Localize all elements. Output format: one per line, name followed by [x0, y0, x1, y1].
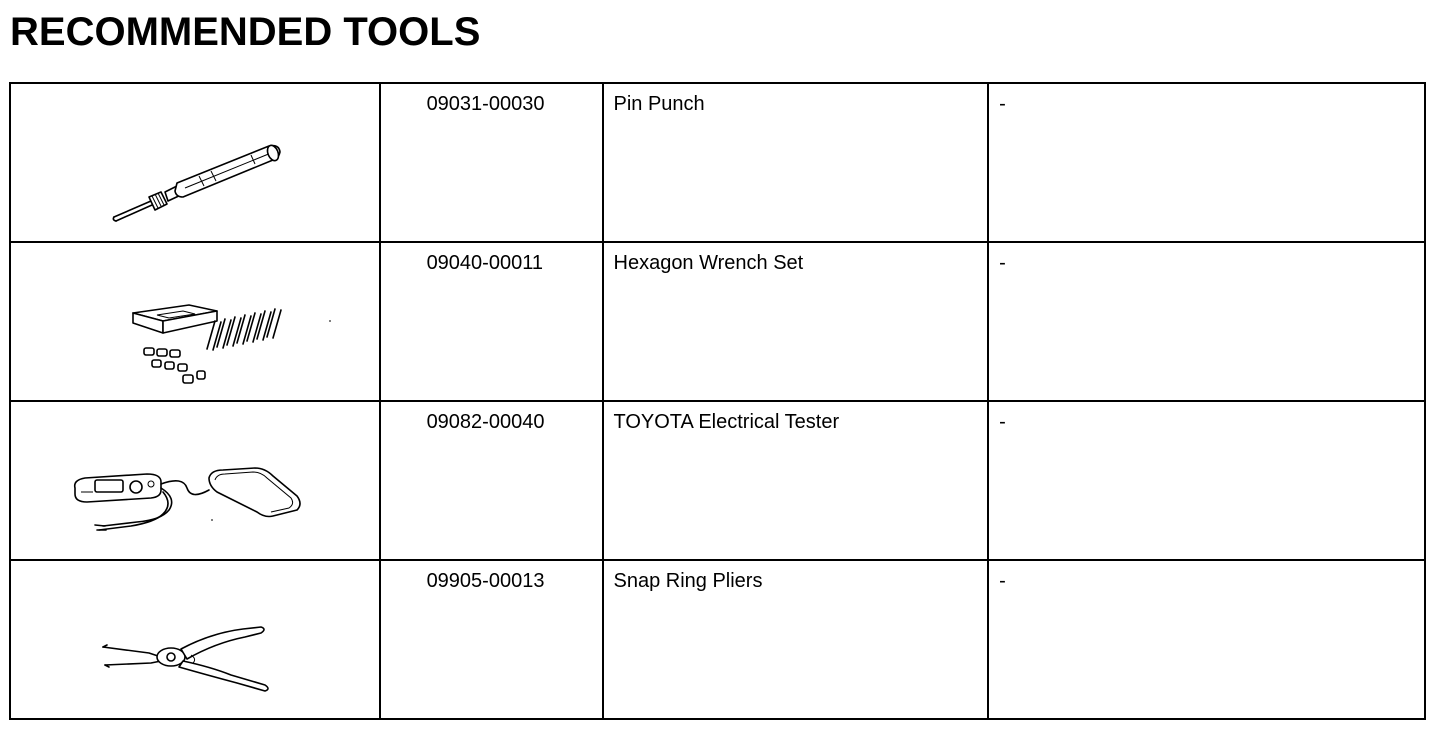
tool-illustration-cell	[10, 560, 380, 719]
note-cell	[988, 560, 1425, 719]
table-row	[10, 401, 1425, 560]
snap-ring-pliers-illustration	[11, 561, 379, 718]
tool-name: Pin Punch	[613, 93, 705, 115]
tool-name-cell	[603, 83, 989, 242]
recommended-tools-table	[9, 82, 1426, 720]
part-number: 09082-00040	[426, 411, 545, 433]
part-number-cell	[380, 83, 603, 242]
tool-note: -	[999, 252, 1006, 274]
table-row	[10, 560, 1425, 719]
electrical-tester-illustration	[11, 402, 379, 559]
pin-punch-illustration	[11, 84, 379, 241]
table-row	[10, 242, 1425, 401]
tool-note: -	[999, 93, 1006, 115]
part-number-cell	[380, 560, 603, 719]
tool-name: TOYOTA Electrical Tester	[613, 411, 840, 433]
part-number: 09040-00011	[426, 252, 543, 274]
tool-illustration-cell	[10, 401, 380, 560]
hexagon-wrench-set-illustration	[11, 243, 379, 400]
part-number-cell	[380, 401, 603, 560]
page-title: RECOMMENDED TOOLS	[10, 10, 481, 54]
tool-name-cell	[603, 560, 989, 719]
tool-name-cell	[603, 242, 989, 401]
tool-name-cell	[603, 401, 989, 560]
note-cell	[988, 401, 1425, 560]
tool-illustration-cell	[10, 242, 380, 401]
table-row	[10, 83, 1425, 242]
tool-note: -	[999, 570, 1006, 592]
tool-note: -	[999, 411, 1006, 433]
tool-name: Snap Ring Pliers	[613, 570, 763, 592]
part-number: 09031-00030	[426, 93, 545, 115]
note-cell	[988, 242, 1425, 401]
part-number: 09905-00013	[426, 570, 545, 592]
note-cell	[988, 83, 1425, 242]
tool-name: Hexagon Wrench Set	[613, 252, 804, 274]
part-number-cell	[380, 242, 603, 401]
tool-illustration-cell	[10, 83, 380, 242]
